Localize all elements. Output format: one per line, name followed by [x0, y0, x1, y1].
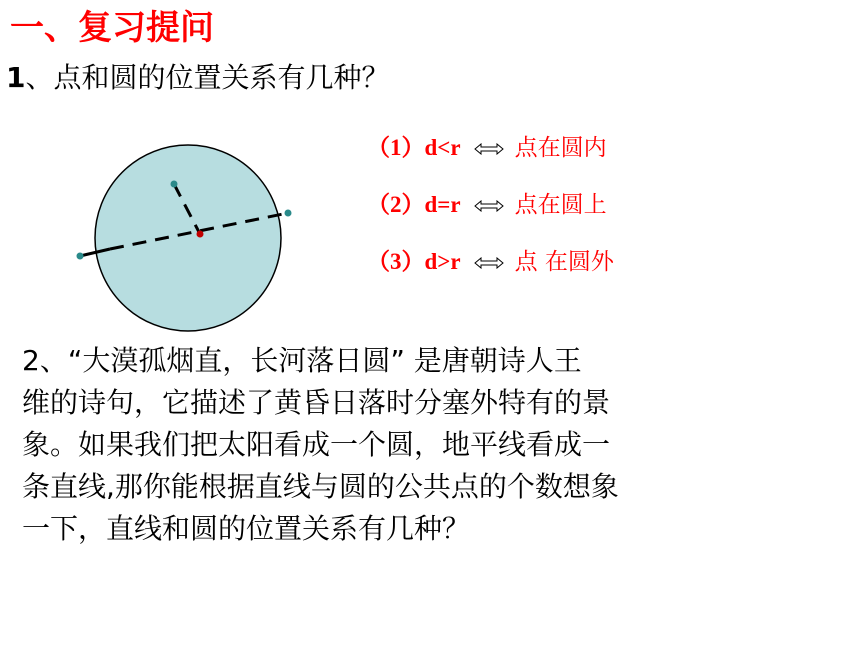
double-arrow-icon	[474, 143, 504, 155]
condition-lhs: （1）d<r	[367, 135, 461, 160]
outside-point	[77, 253, 84, 260]
on-circle-point	[285, 210, 292, 217]
circle	[95, 145, 281, 331]
condition-row	[367, 190, 607, 221]
section-title: 一、复习提问	[10, 8, 214, 48]
center-point	[197, 231, 204, 238]
question-2-line: 一下，直线和圆的位置关系有几种？	[22, 512, 471, 545]
question-2-line: 维的诗句，它描述了黄昏日落时分塞外特有的景	[22, 386, 611, 419]
condition-rhs: 点在圆上	[514, 192, 607, 218]
condition-row	[367, 133, 607, 164]
double-arrow-icon	[474, 257, 504, 269]
question-2-line: 象。如果我们把太阳看成一个圆，地平线看成一	[22, 428, 611, 461]
double-arrow-icon	[474, 200, 504, 212]
condition-rhs: 点在圆内	[514, 135, 607, 161]
question-2	[22, 340, 762, 550]
question-1-text: 、点和圆的位置关系有几种？	[25, 61, 390, 94]
condition-lhs: （3）d>r	[367, 249, 461, 274]
point-circle-diagram	[70, 140, 310, 340]
question-2-line: 2、“大漠孤烟直，长河落日圆” 是唐朝诗人王	[22, 344, 582, 377]
condition-rhs: 点 在圆外	[514, 249, 614, 275]
question-1	[6, 58, 390, 98]
inside-point	[171, 181, 178, 188]
question-1-number: 1	[6, 61, 26, 94]
condition-lhs: （2）d=r	[367, 192, 461, 217]
condition-row	[367, 247, 614, 278]
question-2-line: 条直线,那你能根据直线与圆的公共点的个数想象	[22, 470, 619, 503]
